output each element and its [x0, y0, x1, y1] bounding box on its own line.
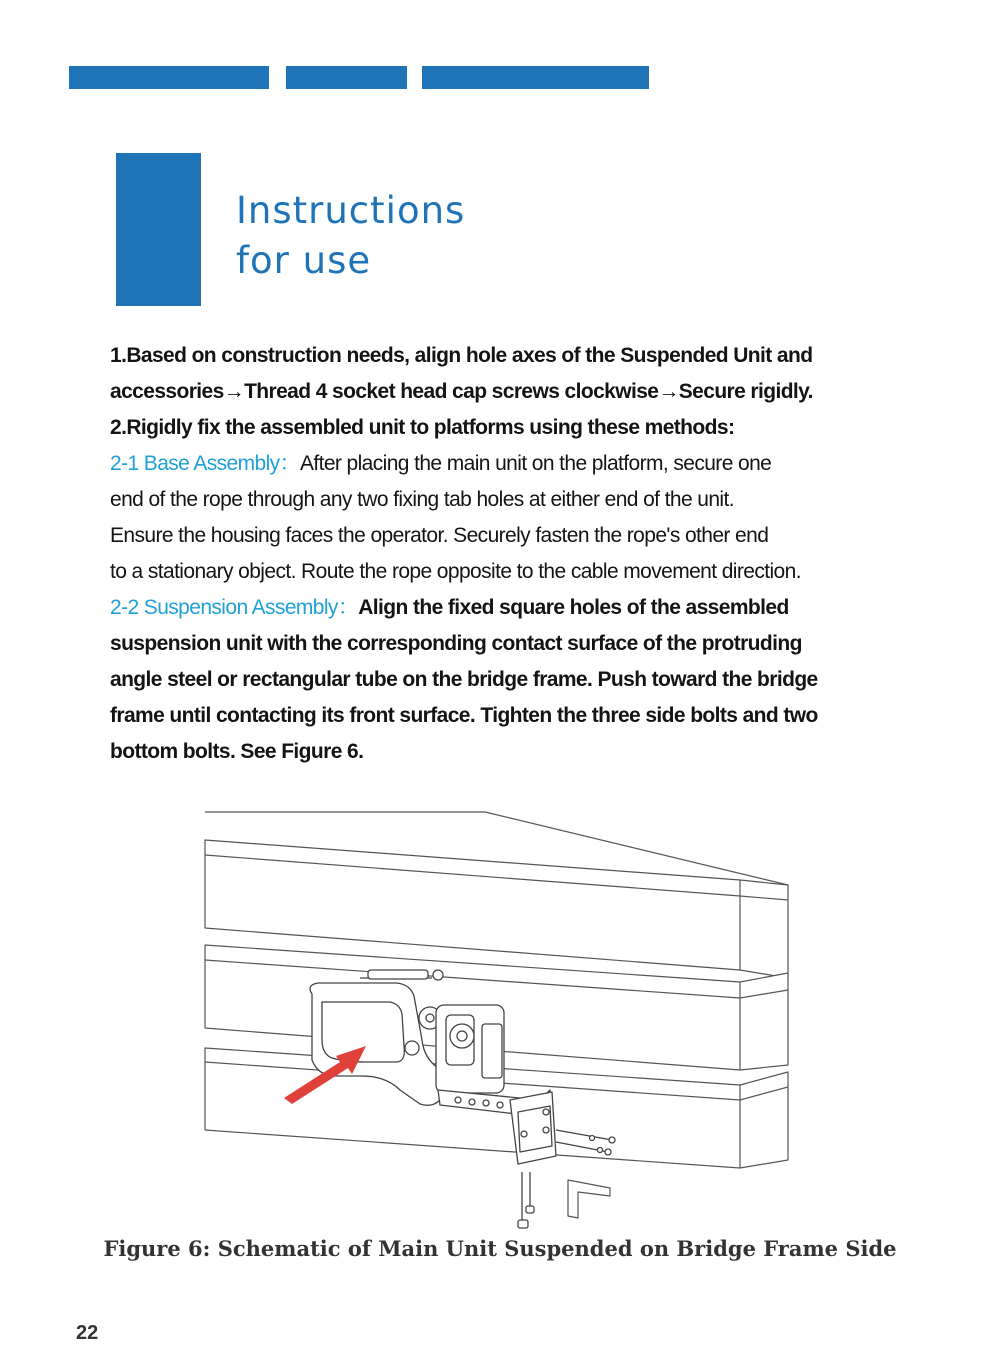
header-bar-1 [69, 66, 269, 89]
instructions-body [110, 338, 940, 770]
body-line [110, 410, 940, 446]
body-line [110, 626, 940, 662]
figure-6-schematic [200, 800, 800, 1240]
body-line [110, 590, 940, 626]
body-line-text: frame until contacting its front surface. Tighten the three side bolts and two [110, 704, 818, 727]
body-line-text: to a stationary object. Route the rope opposite to the cable movement direction. [110, 560, 801, 583]
figure-caption: Figure 6: Schematic of Main Unit Suspended on Bridge Frame Side [103, 1236, 897, 1261]
body-line [110, 698, 940, 734]
header-bar-3 [422, 66, 649, 89]
body-line [110, 518, 940, 554]
body-line [110, 482, 940, 518]
page-title-line-2: for use [236, 239, 372, 282]
body-line-text: Align the fixed square holes of the assembled [358, 596, 789, 619]
body-line-text: 1.Based on construction needs, align hole axes of the Suspended Unit and [110, 344, 813, 367]
page-title [236, 186, 465, 286]
title-accent-block [116, 153, 201, 306]
body-line-text: bottom bolts. See Figure 6. [110, 740, 364, 763]
body-line [110, 374, 940, 410]
body-line-text: Ensure the housing faces the operator. Securely fasten the rope's other end [110, 524, 769, 547]
body-line-text: suspension unit with the corresponding contact surface of the protruding [110, 632, 802, 655]
body-line-text: accessories→Thread 4 socket head cap screws clockwise→Secure rigidly. [110, 380, 813, 403]
page-number: 22 [76, 1322, 99, 1344]
body-line-text: end of the rope through any two fixing tab holes at either end of the unit. [110, 488, 734, 511]
body-line [110, 338, 940, 374]
body-line [110, 662, 940, 698]
header-bar-2 [286, 66, 407, 89]
section-label: 2-1 Base Assembly： [110, 452, 300, 475]
body-line [110, 446, 940, 482]
body-line-text: 2.Rigidly fix the assembled unit to platforms using these methods: [110, 416, 735, 439]
body-line-text: angle steel or rectangular tube on the bridge frame. Push toward the bridge [110, 668, 818, 691]
body-line-text: After placing the main unit on the platform, secure one [299, 452, 772, 475]
body-line [110, 734, 940, 770]
section-label: 2-2 Suspension Assembly： [110, 596, 359, 619]
page-title-line-1: Instructions [236, 189, 466, 232]
body-line [110, 554, 940, 590]
